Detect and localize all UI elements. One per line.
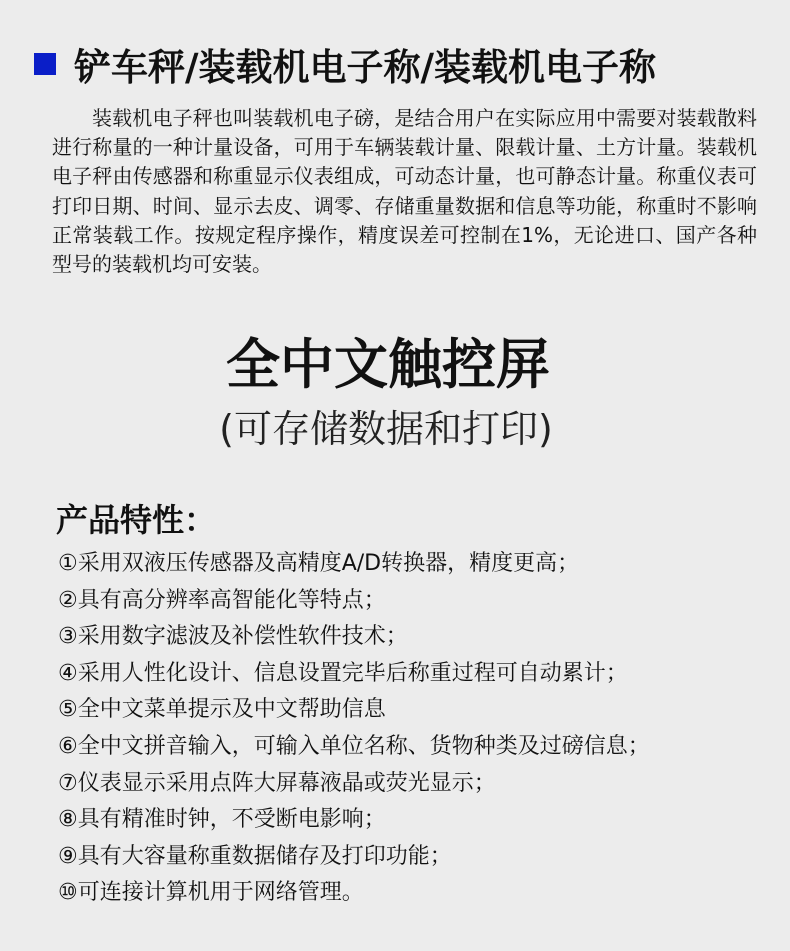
feature-item: ⑩可连接计算机用于网络管理。 (58, 880, 364, 906)
headline-block (0, 328, 790, 456)
feature-item: ④采用人性化设计、信息设置完毕后称重过程可自动累计； (58, 660, 628, 686)
headline-main: 全中文触控屏 (226, 333, 550, 396)
feature-item: ⑨具有大容量称重数据储存及打印功能； (58, 843, 452, 869)
headline-sub: (可存储数据和打印) (219, 407, 553, 451)
page-title: 铲车秤/装载机电子称/装载机电子称 (74, 46, 657, 89)
feature-item: ③采用数字滤波及补偿性软件技术； (58, 624, 408, 650)
feature-item: ⑤全中文菜单提示及中文帮助信息 (58, 697, 386, 723)
features-list (58, 546, 778, 912)
intro-paragraph: 装载机电子秤也叫装载机电子磅，是结合用户在实际应用中需要对装载散料进行称量的一种计量设备，可用于车辆装载计量、限载计量、土方计量。装载机电子秤由传感器和称重显示仪表组成，可动态计量，也可静态计量。称重仪表可打印日期、时间、显示去皮、调零、存储重量数据和信息等功能，称重时不影响正常装载工作。按规定程序操作，精度误差可控制在1%，无论进口、国产各种型号的装载机均可安装。 (52, 106, 757, 277)
page-header (34, 38, 764, 90)
feature-item: ⑦仪表显示采用点阵大屏幕液晶或荧光显示； (58, 770, 496, 796)
features-title: 产品特性： (56, 501, 217, 539)
feature-item: ⑧具有精准时钟，不受断电影响； (58, 807, 386, 833)
square-bullet-icon (34, 53, 56, 75)
feature-item: ②具有高分辨率高智能化等特点； (58, 587, 386, 613)
feature-item: ①采用双液压传感器及高精度A/D转换器，精度更高； (58, 551, 580, 576)
feature-item: ⑥全中文拼音输入，可输入单位名称、货物种类及过磅信息； (58, 733, 650, 759)
